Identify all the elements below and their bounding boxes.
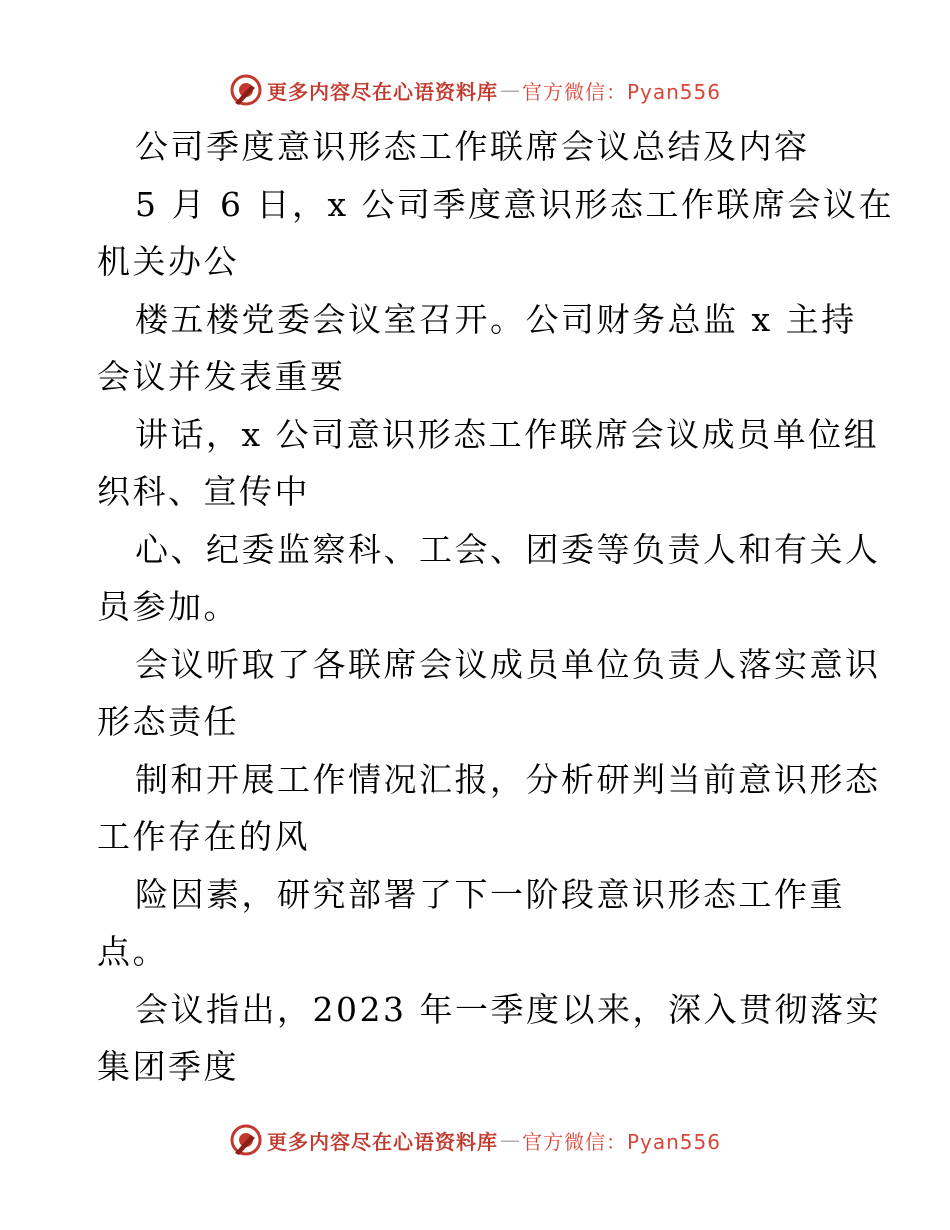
watermark-wechat: 官方微信：Pyan556 [521,1129,721,1154]
document-line: 5 月 6 日，x 公司季度意识形态工作联席会议在 [135,184,895,224]
pen-logo-icon [229,1123,263,1157]
watermark-site: 更多内容尽在心语资料库 [266,1129,498,1154]
watermark-wechat: 官方微信：Pyan556 [521,79,721,104]
header-watermark [0,70,950,110]
watermark-site: 更多内容尽在心语资料库 [266,79,498,104]
document-line: 公司季度意识形态工作联席会议总结及内容 [135,127,810,166]
watermark-dash: — [499,1128,520,1152]
document-line: 织科、宣传中 [97,472,310,511]
document-line: 形态责任 [97,702,239,741]
document-line: 讲话，x 公司意识形态工作联席会议成员单位组 [135,414,880,454]
document-line: 楼五楼党委会议室召开。公司财务总监 x 主持 [135,299,857,339]
document-line: 员参加。 [97,587,239,626]
footer-watermark [0,1120,950,1160]
document-line: 工作存在的风 [97,817,310,856]
pen-logo-icon [229,73,263,107]
document-line: 集团季度 [97,1047,239,1086]
document-line: 会议并发表重要 [97,357,346,396]
document-line: 险因素，研究部署了下一阶段意识形态工作重 [135,874,845,914]
document-body [97,118,895,1096]
watermark-dash: — [499,78,520,102]
document-line: 会议听取了各联席会议成员单位负责人落实意识 [135,644,881,684]
document-line: 点。 [97,932,168,971]
document-line: 机关办公 [97,242,239,281]
document-line: 心、纪委监察科、工会、团委等负责人和有关人 [135,529,881,569]
document-line: 制和开展工作情况汇报，分析研判当前意识形态 [135,759,881,799]
document-line: 会议指出，2023 年一季度以来，深入贯彻落实 [135,989,881,1029]
